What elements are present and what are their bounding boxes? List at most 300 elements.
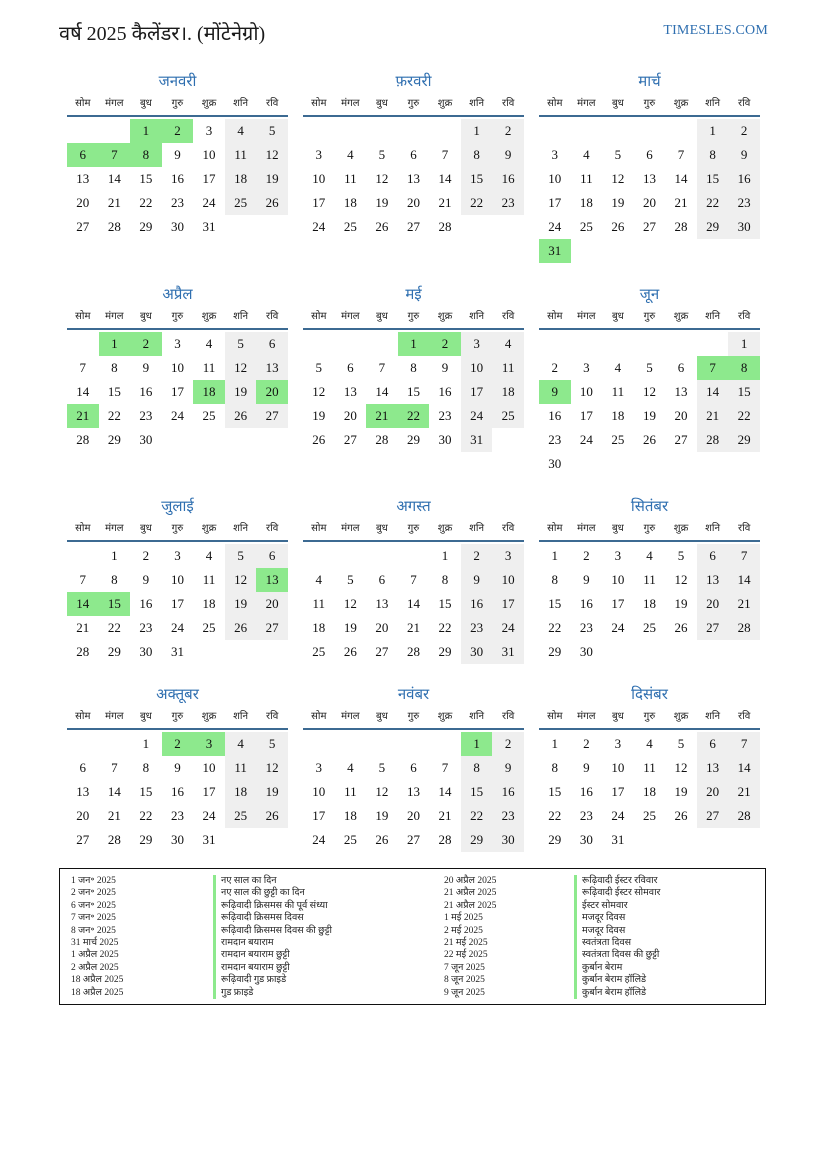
day-cell: 16 <box>170 171 184 186</box>
day-cell: 5 <box>614 147 622 162</box>
day-cell: 5 <box>256 119 288 143</box>
day-cell: 30 <box>170 832 184 847</box>
day-cell: 13 <box>343 384 357 399</box>
day-cell: 7 <box>111 760 118 775</box>
day-cell: 10 <box>170 360 184 375</box>
day-cell: 12 <box>225 356 257 380</box>
day-cell: 5 <box>378 760 386 775</box>
day-cell: 24 <box>170 408 184 423</box>
weekday-header <box>67 94 288 117</box>
day-cell: 8 <box>461 143 493 167</box>
weekday-label: शुक्र <box>201 311 217 322</box>
day-cell: 27 <box>76 832 90 847</box>
day-cell: 24 <box>312 832 326 847</box>
holiday-name: गुड फ्राइडे <box>213 987 332 999</box>
empty-cell <box>665 119 697 143</box>
holiday-date: 21 अप्रैल 2025 <box>444 888 497 899</box>
weekday-header <box>67 307 288 330</box>
day-cell: 20 <box>642 195 656 210</box>
empty-cell <box>303 332 335 356</box>
holiday-day-cell: 8 <box>728 356 760 380</box>
day-cell: 23 <box>579 620 593 635</box>
month-block <box>67 683 288 852</box>
holiday-list <box>59 868 766 1005</box>
weekday-label: सोम <box>75 523 91 534</box>
day-grid <box>303 544 524 664</box>
day-cell: 30 <box>438 432 452 447</box>
holiday-day-cell: 8 <box>130 143 162 167</box>
day-cell: 14 <box>438 171 452 186</box>
day-cell: 12 <box>674 572 688 587</box>
day-cell: 30 <box>728 215 760 239</box>
day-cell: 21 <box>728 780 760 804</box>
day-cell: 19 <box>674 784 688 799</box>
holiday-name: रामदान बयाराम <box>213 937 332 949</box>
day-cell: 28 <box>674 219 688 234</box>
holiday-day-cell: 13 <box>256 568 288 592</box>
day-cell: 30 <box>548 456 562 471</box>
weekday-label: मंगल <box>105 311 124 322</box>
month-name: अक्तूबर <box>156 687 199 703</box>
holiday-date: 2 अप्रैल 2025 <box>71 962 119 973</box>
day-cell: 9 <box>728 143 760 167</box>
day-cell: 29 <box>548 644 562 659</box>
weekday-label: शनि <box>705 311 721 322</box>
day-cell: 17 <box>202 171 216 186</box>
day-cell: 9 <box>174 760 181 775</box>
holiday-date: 18 अप्रैल 2025 <box>71 975 124 986</box>
day-cell: 4 <box>583 147 590 162</box>
day-cell: 28 <box>107 832 121 847</box>
month-name: दिसंबर <box>631 687 668 703</box>
day-cell: 14 <box>406 596 420 611</box>
day-cell: 27 <box>697 804 729 828</box>
site-link[interactable]: TIMESLES.COM <box>663 23 768 38</box>
empty-cell <box>539 119 571 143</box>
weekday-label: शनि <box>469 98 485 109</box>
weekday-label: सोम <box>75 311 91 322</box>
month-block <box>67 70 288 239</box>
empty-cell <box>335 332 367 356</box>
holiday-day-cell: 7 <box>99 143 131 167</box>
day-cell: 24 <box>170 620 184 635</box>
holiday-date: 21 मई 2025 <box>444 937 488 948</box>
weekday-label: गुरु <box>643 311 656 322</box>
weekday-label: शनि <box>233 711 249 722</box>
day-cell: 25 <box>343 832 357 847</box>
day-cell: 23 <box>492 191 524 215</box>
day-cell: 7 <box>79 572 87 587</box>
day-cell: 14 <box>107 784 121 799</box>
weekday-label: मंगल <box>105 711 124 722</box>
day-grid <box>67 732 288 852</box>
day-cell: 17 <box>461 380 493 404</box>
month-name: जुलाई <box>161 499 194 515</box>
day-cell: 9 <box>461 568 493 592</box>
day-cell: 3 <box>614 548 622 563</box>
month-block <box>303 683 524 852</box>
day-cell: 10 <box>202 147 216 162</box>
day-cell: 1 <box>728 332 760 356</box>
day-cell: 29 <box>461 828 493 852</box>
weekday-label: रवि <box>266 523 279 534</box>
day-cell: 4 <box>347 760 354 775</box>
weekday-label: मंगल <box>105 523 124 534</box>
day-cell: 3 <box>551 147 559 162</box>
weekday-label: शनि <box>705 523 721 534</box>
holiday-dates-right <box>444 875 496 999</box>
day-cell: 8 <box>410 360 417 375</box>
day-cell: 20 <box>406 808 420 823</box>
weekday-label: सोम <box>547 311 563 322</box>
day-cell: 10 <box>579 384 593 399</box>
holiday-name: स्वतंत्रता दिवस की छुट्टी <box>574 949 660 961</box>
empty-cell <box>398 732 430 756</box>
day-cell: 23 <box>492 804 524 828</box>
day-cell: 10 <box>492 568 524 592</box>
weekday-label: गुरु <box>407 98 420 109</box>
day-cell: 12 <box>256 756 288 780</box>
day-cell: 15 <box>139 784 153 799</box>
day-cell: 5 <box>315 360 323 375</box>
day-cell: 24 <box>202 808 216 823</box>
day-cell: 6 <box>677 360 685 375</box>
empty-cell <box>634 119 666 143</box>
day-cell: 13 <box>375 596 389 611</box>
weekday-label: शुक्र <box>673 711 689 722</box>
day-cell: 23 <box>170 808 184 823</box>
day-cell: 22 <box>461 804 493 828</box>
month-name: मई <box>405 287 422 303</box>
month-name: नवंबर <box>397 687 430 703</box>
day-cell: 15 <box>728 380 760 404</box>
weekday-label: मंगल <box>105 98 124 109</box>
day-cell: 18 <box>642 596 656 611</box>
day-grid <box>303 732 524 852</box>
day-cell: 28 <box>697 428 729 452</box>
day-cell: 16 <box>170 784 184 799</box>
day-cell: 6 <box>256 332 288 356</box>
day-cell: 5 <box>677 736 685 751</box>
day-cell: 26 <box>674 808 688 823</box>
month-name: अप्रैल <box>162 287 193 303</box>
holiday-name: रामदान बयाराम छुट्टी <box>213 949 332 961</box>
weekday-label: रवि <box>266 311 279 322</box>
holiday-day-cell: 2 <box>162 119 194 143</box>
holiday-date: 8 जन॰ 2025 <box>71 925 116 936</box>
month-name: अगस्त <box>396 499 431 515</box>
day-cell: 22 <box>139 195 153 210</box>
month-block <box>539 283 760 476</box>
empty-cell <box>99 119 131 143</box>
day-cell: 20 <box>256 592 288 616</box>
holiday-name: स्वतंत्रता दिवस <box>574 937 660 949</box>
day-cell: 13 <box>674 384 688 399</box>
weekday-label: शुक्र <box>437 311 453 322</box>
day-cell: 23 <box>139 408 153 423</box>
holiday-dates-left <box>71 875 123 999</box>
day-cell: 8 <box>551 572 559 587</box>
empty-cell <box>602 119 634 143</box>
weekday-label: रवि <box>738 311 751 322</box>
day-cell: 18 <box>202 596 216 611</box>
day-cell: 1 <box>551 548 559 563</box>
day-grid <box>67 332 288 452</box>
day-cell: 26 <box>611 219 625 234</box>
empty-cell <box>571 119 603 143</box>
day-cell: 25 <box>202 620 216 635</box>
day-cell: 15 <box>461 780 493 804</box>
day-cell: 1 <box>111 548 118 563</box>
holiday-name: ईस्टर सोमवार <box>574 900 660 912</box>
day-cell: 17 <box>548 195 562 210</box>
month-name: जून <box>639 287 660 303</box>
empty-cell <box>429 732 461 756</box>
day-cell: 3 <box>583 360 590 375</box>
day-cell: 26 <box>312 432 326 447</box>
day-cell: 31 <box>611 832 625 847</box>
day-grid <box>539 732 760 852</box>
day-cell: 12 <box>225 568 257 592</box>
day-cell: 15 <box>107 384 121 399</box>
day-cell: 25 <box>225 191 257 215</box>
day-cell: 21 <box>406 620 420 635</box>
weekday-label: मंगल <box>341 523 360 534</box>
holiday-names-left <box>213 875 332 999</box>
empty-cell <box>303 119 335 143</box>
month-name: जनवरी <box>158 74 197 90</box>
empty-cell <box>67 544 99 568</box>
month-name: सितंबर <box>630 499 669 515</box>
day-cell: 16 <box>728 167 760 191</box>
day-cell: 15 <box>438 596 452 611</box>
day-cell: 16 <box>492 780 524 804</box>
holiday-day-cell: 18 <box>193 380 225 404</box>
holiday-day-cell: 21 <box>67 404 99 428</box>
holiday-name: कुर्बान बेराम <box>574 962 660 974</box>
day-cell: 11 <box>344 784 357 799</box>
day-cell: 31 <box>461 428 493 452</box>
day-cell: 26 <box>225 616 257 640</box>
empty-cell <box>697 332 729 356</box>
day-cell: 16 <box>548 408 562 423</box>
holiday-date: 21 अप्रैल 2025 <box>444 900 497 911</box>
weekday-label: शुक्र <box>201 711 217 722</box>
day-cell: 29 <box>438 644 452 659</box>
month-name: मार्च <box>638 74 661 90</box>
day-cell: 29 <box>548 832 562 847</box>
day-grid <box>303 332 524 452</box>
holiday-date: 7 जून 2025 <box>444 962 485 973</box>
day-cell: 26 <box>375 832 389 847</box>
day-cell: 14 <box>375 384 389 399</box>
day-cell: 7 <box>441 760 449 775</box>
weekday-label: गुरु <box>643 523 656 534</box>
day-cell: 23 <box>548 432 562 447</box>
month-block <box>303 495 524 664</box>
day-cell: 12 <box>312 384 326 399</box>
day-cell: 29 <box>107 644 121 659</box>
weekday-header <box>539 707 760 730</box>
day-cell: 11 <box>202 360 216 375</box>
day-cell: 27 <box>674 432 688 447</box>
day-cell: 9 <box>492 143 524 167</box>
day-grid <box>303 119 524 239</box>
day-cell: 11 <box>580 171 593 186</box>
weekday-header <box>539 94 760 117</box>
empty-cell <box>539 332 571 356</box>
empty-cell <box>335 544 367 568</box>
day-cell: 24 <box>492 616 524 640</box>
weekday-header <box>67 519 288 542</box>
day-cell: 30 <box>139 432 153 447</box>
day-cell: 20 <box>76 195 90 210</box>
weekday-label: सोम <box>547 711 563 722</box>
month-block <box>539 495 760 664</box>
holiday-date: 2 मई 2025 <box>444 925 483 936</box>
day-cell: 24 <box>579 432 593 447</box>
month-block <box>67 283 288 452</box>
day-cell: 17 <box>170 596 184 611</box>
day-cell: 2 <box>142 548 150 563</box>
day-cell: 12 <box>256 143 288 167</box>
day-cell: 6 <box>256 544 288 568</box>
day-cell: 20 <box>375 620 389 635</box>
day-grid <box>539 119 760 263</box>
day-cell: 2 <box>461 544 493 568</box>
day-cell: 30 <box>139 644 153 659</box>
day-cell: 4 <box>315 572 323 587</box>
empty-cell <box>335 732 367 756</box>
day-cell: 25 <box>579 219 593 234</box>
day-cell: 11 <box>202 572 216 587</box>
day-cell: 4 <box>225 732 257 756</box>
holiday-name: नए साल की छुट्टी का दिन <box>213 887 332 899</box>
day-cell: 19 <box>256 780 288 804</box>
day-cell: 11 <box>492 356 524 380</box>
day-cell: 4 <box>492 332 524 356</box>
day-cell: 24 <box>461 404 493 428</box>
weekday-label: बुध <box>375 98 388 109</box>
day-cell: 21 <box>697 404 729 428</box>
weekday-label: मंगल <box>341 311 360 322</box>
day-cell: 2 <box>492 732 524 756</box>
weekday-label: मंगल <box>341 98 360 109</box>
day-cell: 15 <box>461 167 493 191</box>
holiday-day-cell: 15 <box>99 592 131 616</box>
empty-cell <box>429 119 461 143</box>
day-cell: 11 <box>225 143 257 167</box>
day-cell: 27 <box>406 219 420 234</box>
weekday-header <box>67 707 288 730</box>
day-cell: 17 <box>492 592 524 616</box>
holiday-date: 1 अप्रैल 2025 <box>71 950 119 961</box>
day-cell: 20 <box>674 408 688 423</box>
weekday-label: गुरु <box>171 311 184 322</box>
holiday-day-cell: 2 <box>130 332 162 356</box>
empty-cell <box>99 732 131 756</box>
day-cell: 12 <box>642 384 656 399</box>
day-cell: 4 <box>614 360 622 375</box>
weekday-label: रवि <box>502 523 515 534</box>
day-cell: 13 <box>697 568 729 592</box>
day-cell: 25 <box>611 432 625 447</box>
empty-cell <box>602 332 634 356</box>
day-cell: 8 <box>441 572 449 587</box>
weekday-label: रवि <box>266 98 279 109</box>
day-cell: 27 <box>642 219 656 234</box>
day-cell: 19 <box>225 592 257 616</box>
day-cell: 17 <box>312 195 326 210</box>
holiday-date: 7 जन॰ 2025 <box>71 913 116 924</box>
weekday-label: शुक्र <box>201 523 217 534</box>
day-cell: 5 <box>256 732 288 756</box>
holiday-name: रूढ़िवादी क्रिसमस दिवस <box>213 912 332 924</box>
day-cell: 4 <box>205 336 213 351</box>
empty-cell <box>398 544 430 568</box>
day-cell: 7 <box>728 544 760 568</box>
holiday-name: कुर्बान बेराम हॉलिडे <box>574 974 660 986</box>
day-cell: 5 <box>646 360 653 375</box>
weekday-header <box>303 94 524 117</box>
holiday-day-cell: 2 <box>429 332 461 356</box>
day-cell: 7 <box>378 360 386 375</box>
weekday-label: सोम <box>311 311 327 322</box>
day-cell: 21 <box>107 808 121 823</box>
day-cell: 16 <box>461 592 493 616</box>
day-cell: 1 <box>461 119 493 143</box>
day-cell: 10 <box>312 171 326 186</box>
day-cell: 23 <box>139 620 153 635</box>
weekday-label: सोम <box>311 523 327 534</box>
day-cell: 20 <box>406 195 420 210</box>
day-cell: 14 <box>674 171 688 186</box>
day-cell: 23 <box>170 195 184 210</box>
day-cell: 13 <box>642 171 656 186</box>
weekday-label: मंगल <box>341 711 360 722</box>
holiday-date: 22 मई 2025 <box>444 950 488 961</box>
day-cell: 29 <box>697 215 729 239</box>
holiday-day-cell: 3 <box>193 732 225 756</box>
day-cell: 30 <box>579 644 593 659</box>
holiday-date: 18 अप्रैल 2025 <box>71 987 124 998</box>
day-cell: 22 <box>139 808 153 823</box>
day-cell: 19 <box>375 195 389 210</box>
weekday-label: शुक्र <box>437 98 453 109</box>
day-cell: 9 <box>174 147 181 162</box>
day-cell: 24 <box>312 219 326 234</box>
day-cell: 17 <box>170 384 184 399</box>
day-cell: 29 <box>139 219 153 234</box>
empty-cell <box>67 732 99 756</box>
holiday-date: 20 अप्रैल 2025 <box>444 876 497 886</box>
day-cell: 18 <box>343 808 357 823</box>
day-cell: 9 <box>142 360 150 375</box>
holiday-day-cell: 14 <box>67 592 99 616</box>
weekday-header <box>539 307 760 330</box>
day-cell: 26 <box>642 432 656 447</box>
day-cell: 29 <box>406 432 420 447</box>
holiday-day-cell: 7 <box>697 356 729 380</box>
empty-cell <box>67 119 99 143</box>
day-cell: 28 <box>728 804 760 828</box>
month-block <box>303 70 524 239</box>
day-cell: 27 <box>375 644 389 659</box>
empty-cell <box>366 544 398 568</box>
day-cell: 28 <box>76 432 90 447</box>
day-cell: 28 <box>406 644 420 659</box>
day-cell: 26 <box>256 804 288 828</box>
